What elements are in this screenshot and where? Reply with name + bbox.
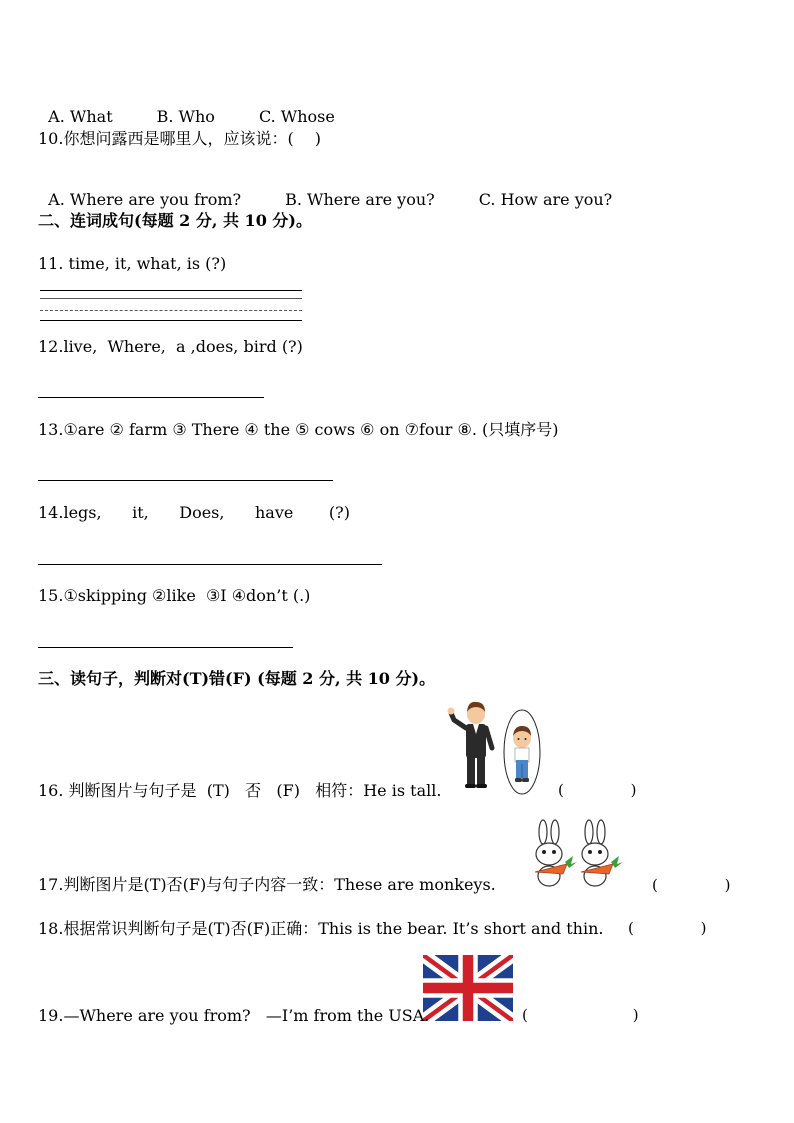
- q14-answer-line[interactable]: [38, 564, 382, 565]
- tall-man-and-short-boy-image: [444, 700, 548, 800]
- writing-line-4: [40, 320, 302, 321]
- q16-text: 16. 判断图片与句子是 (T) 否 (F) 相符：He is tall.: [38, 781, 442, 800]
- q13-answer-line[interactable]: [38, 480, 333, 481]
- q10-options: [38, 170, 612, 210]
- q16-answer-parens[interactable]: ( ): [558, 781, 637, 799]
- writing-line-1: [40, 290, 302, 291]
- writing-line-2: [40, 298, 302, 299]
- q12-text: 12.live, Where, a ,does, bird (?): [38, 337, 303, 356]
- q10-option-c: C. How are you?: [478, 190, 613, 209]
- q17-answer-parens[interactable]: ( ): [652, 876, 731, 894]
- two-rabbits-with-carrots-image: [527, 818, 623, 890]
- writing-line-3: [40, 310, 302, 311]
- uk-flag-image: [423, 955, 513, 1021]
- q17-text: 17.判断图片是(T)否(F)与句子内容一致：These are monkeys.: [38, 875, 496, 894]
- q10-option-a: A. Where are you from?: [48, 190, 242, 209]
- q15-text: 15.①skipping ②like ③I ④don’t (.): [38, 586, 311, 605]
- q15-answer-line[interactable]: [38, 647, 293, 648]
- q14-text: 14.legs, it, Does, have (?): [38, 503, 350, 522]
- q9-option-b: B. Who: [156, 107, 215, 126]
- q9-option-a: A. What: [48, 107, 113, 126]
- section2-heading: 二、连词成句(每题 2 分, 共 10 分)。: [38, 211, 312, 230]
- q10-prompt: 10.你想问露西是哪里人，应该说：( ): [38, 129, 322, 148]
- q19-answer-parens[interactable]: ( ): [522, 1006, 639, 1024]
- q18-answer-parens[interactable]: ( ): [628, 919, 707, 937]
- q9-option-c: C. Whose: [258, 107, 335, 126]
- q10-option-b: B. Where are you?: [285, 190, 435, 209]
- q18-text: 18.根据常识判断句子是(T)否(F)正确：This is the bear. It’s short and thin.: [38, 919, 604, 938]
- q12-answer-line[interactable]: [38, 397, 264, 398]
- section3-heading: 三、读句子，判断对(T)错(F) (每题 2 分, 共 10 分)。: [38, 669, 436, 688]
- q9-options: [38, 87, 335, 127]
- q13-text: 13.①are ② farm ③ There ④ the ⑤ cows ⑥ on ⑦four ⑧. (只填序号): [38, 420, 559, 439]
- q19-text: 19.—Where are you from? —I’m from the USA.: [38, 1006, 430, 1025]
- q11-text: 11. time, it, what, is (?): [38, 254, 227, 273]
